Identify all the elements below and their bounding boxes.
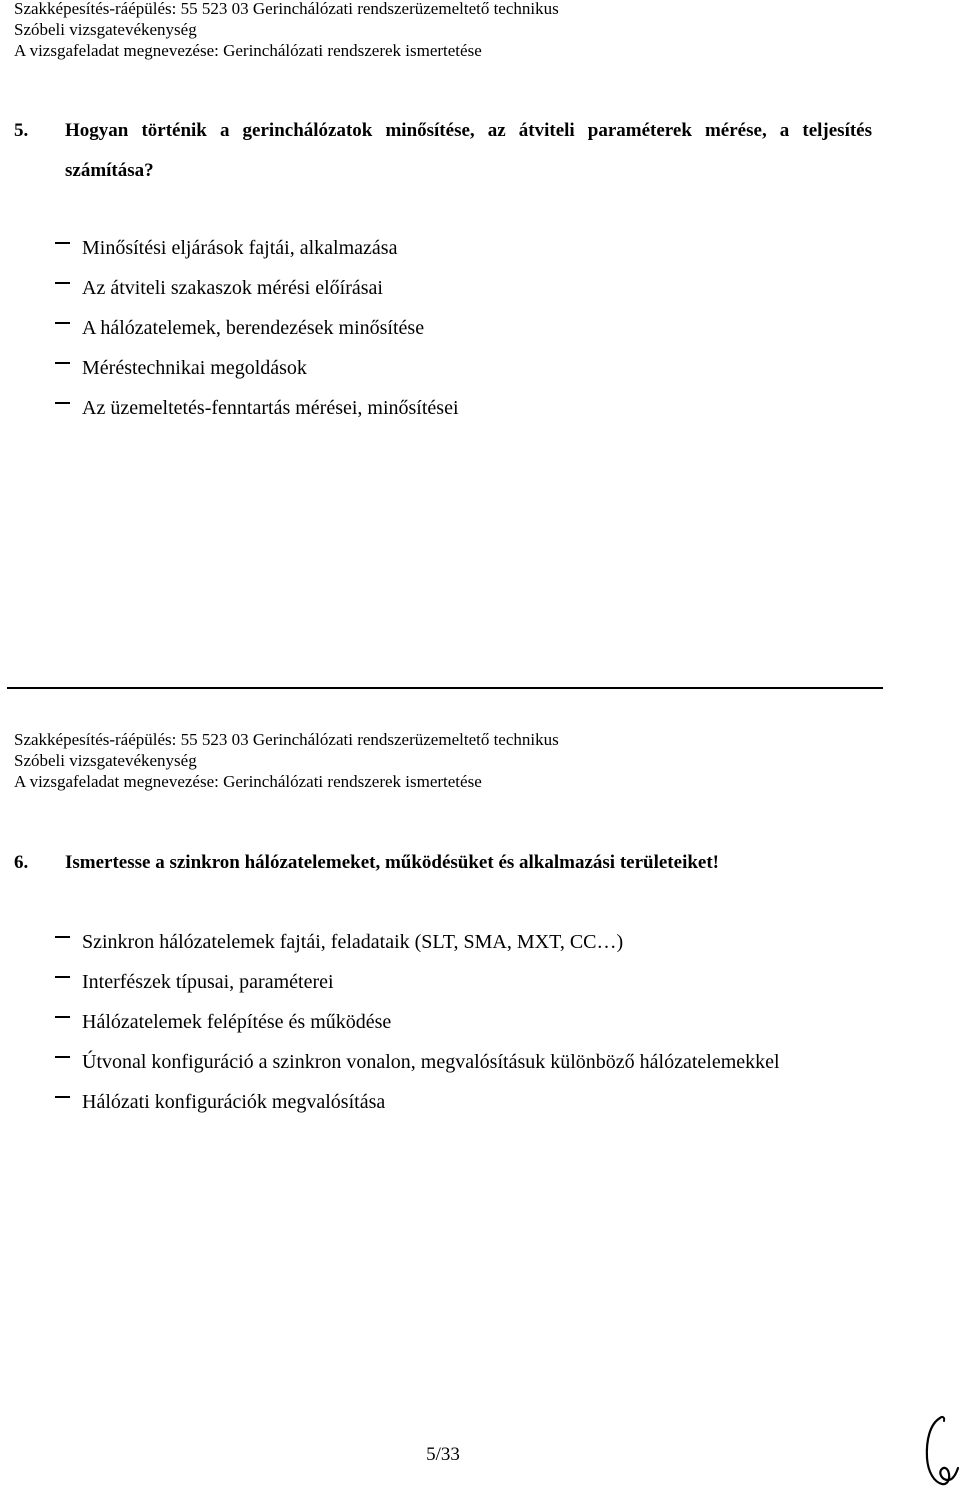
list-item-text: Hálózatelemek felépítése és működése: [82, 1011, 392, 1033]
list-item: [55, 348, 873, 388]
list-item: [55, 1042, 873, 1082]
list-item: [55, 308, 873, 348]
topic-list-5: [55, 228, 873, 428]
question-number: 6.: [14, 852, 29, 873]
list-item: [55, 228, 873, 268]
signature-icon: [918, 1412, 960, 1491]
list-item-text: Minősítési eljárások fajtái, alkalmazása: [82, 237, 398, 259]
list-item-text: Az üzemeltetés-fenntartás mérései, minősítései: [82, 397, 459, 419]
topic-list-6: [55, 922, 873, 1122]
list-item-text: Méréstechnikai megoldások: [82, 357, 307, 379]
header-qualification: Szakképesítés-ráépülés: 55 523 03 Gerinchálózati rendszerüzemeltető technikus: [14, 0, 559, 18]
question-text: Hogyan történik a gerinchálózatok minősítése, az átviteli paraméterek mérése, a teljesítés számítása?: [65, 120, 872, 181]
list-item: [55, 922, 873, 962]
page-number: 5/33: [426, 1444, 460, 1465]
list-item: [55, 1082, 873, 1122]
header-task-name: A vizsgafeladat megnevezése: Gerinchálózati rendszerek ismertetése: [14, 772, 482, 791]
page-divider: [7, 687, 883, 689]
question-6: [14, 843, 872, 883]
list-item-text: Az átviteli szakaszok mérési előírásai: [82, 277, 383, 299]
question-5: [14, 111, 872, 191]
list-item: [55, 388, 873, 428]
list-item-text: Útvonal konfiguráció a szinkron vonalon, megvalósításuk különböző hálózatelemekkel: [82, 1051, 780, 1073]
list-item: [55, 1002, 873, 1042]
list-item: [55, 268, 873, 308]
header-task-name: A vizsgafeladat megnevezése: Gerinchálózati rendszerek ismertetése: [14, 41, 482, 60]
list-item-text: Szinkron hálózatelemek fajtái, feladataik (SLT, SMA, MXT, CC…): [82, 931, 624, 953]
header-qualification: Szakképesítés-ráépülés: 55 523 03 Gerinchálózati rendszerüzemeltető technikus: [14, 730, 559, 749]
question-text: Ismertesse a szinkron hálózatelemeket, működésüket és alkalmazási területeiket!: [65, 852, 719, 873]
page-header: [14, 0, 559, 61]
list-item-text: Hálózati konfigurációk megvalósítása: [82, 1091, 386, 1113]
question-number: 5.: [14, 120, 29, 141]
header-exam-type: Szóbeli vizsgatevékenység: [14, 751, 197, 770]
list-item-text: A hálózatelemek, berendezések minősítése: [82, 317, 425, 339]
list-item-text: Interfészek típusai, paraméterei: [82, 971, 334, 993]
header-exam-type: Szóbeli vizsgatevékenység: [14, 20, 197, 39]
list-item: [55, 962, 873, 1002]
page-header: [14, 729, 559, 792]
